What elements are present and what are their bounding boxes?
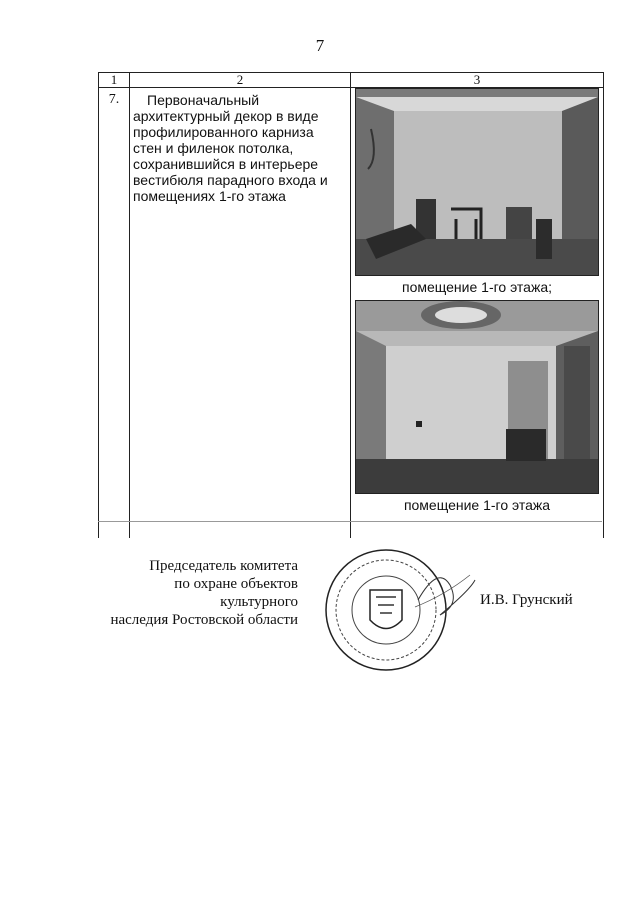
photo-caption-2: помещение 1-го этажа (403, 497, 551, 513)
signatory-name: И.В. Грунский (480, 592, 573, 608)
row-number: 7. (99, 88, 130, 539)
description-line: сохранившийся в интерьере (133, 156, 319, 172)
description-line: Первоначальный (147, 92, 260, 108)
official-seal (320, 545, 480, 675)
interior-photo-1 (355, 88, 599, 276)
description-line: профилированного карниза (133, 124, 314, 140)
page-number: 7 (315, 36, 325, 55)
position-line: наследия Ростовской области (110, 612, 298, 628)
header-col-1: 1 (99, 73, 130, 88)
row-description (130, 88, 351, 539)
position-line: Председатель комитета (149, 558, 298, 574)
position-line: по охране объектов культурного (174, 576, 298, 610)
header-col-2: 2 (130, 73, 351, 88)
interior-photo-2 (355, 300, 599, 494)
table-row (99, 88, 604, 539)
heritage-table (98, 72, 604, 538)
description-line: вестибюля парадного входа и (133, 172, 328, 188)
photo-caption-1: помещение 1-го этажа; (402, 279, 552, 295)
header-col-3: 3 (351, 73, 604, 88)
description-line: архитектурный декор в виде (133, 108, 319, 124)
description-line: помещениях 1-го этажа (133, 188, 286, 204)
table-bottom-rule (98, 521, 602, 522)
description-line: стен и филенок потолка, (133, 140, 294, 156)
table-header-row (99, 73, 604, 88)
signatory-position (108, 557, 298, 629)
row-photos (351, 88, 604, 539)
